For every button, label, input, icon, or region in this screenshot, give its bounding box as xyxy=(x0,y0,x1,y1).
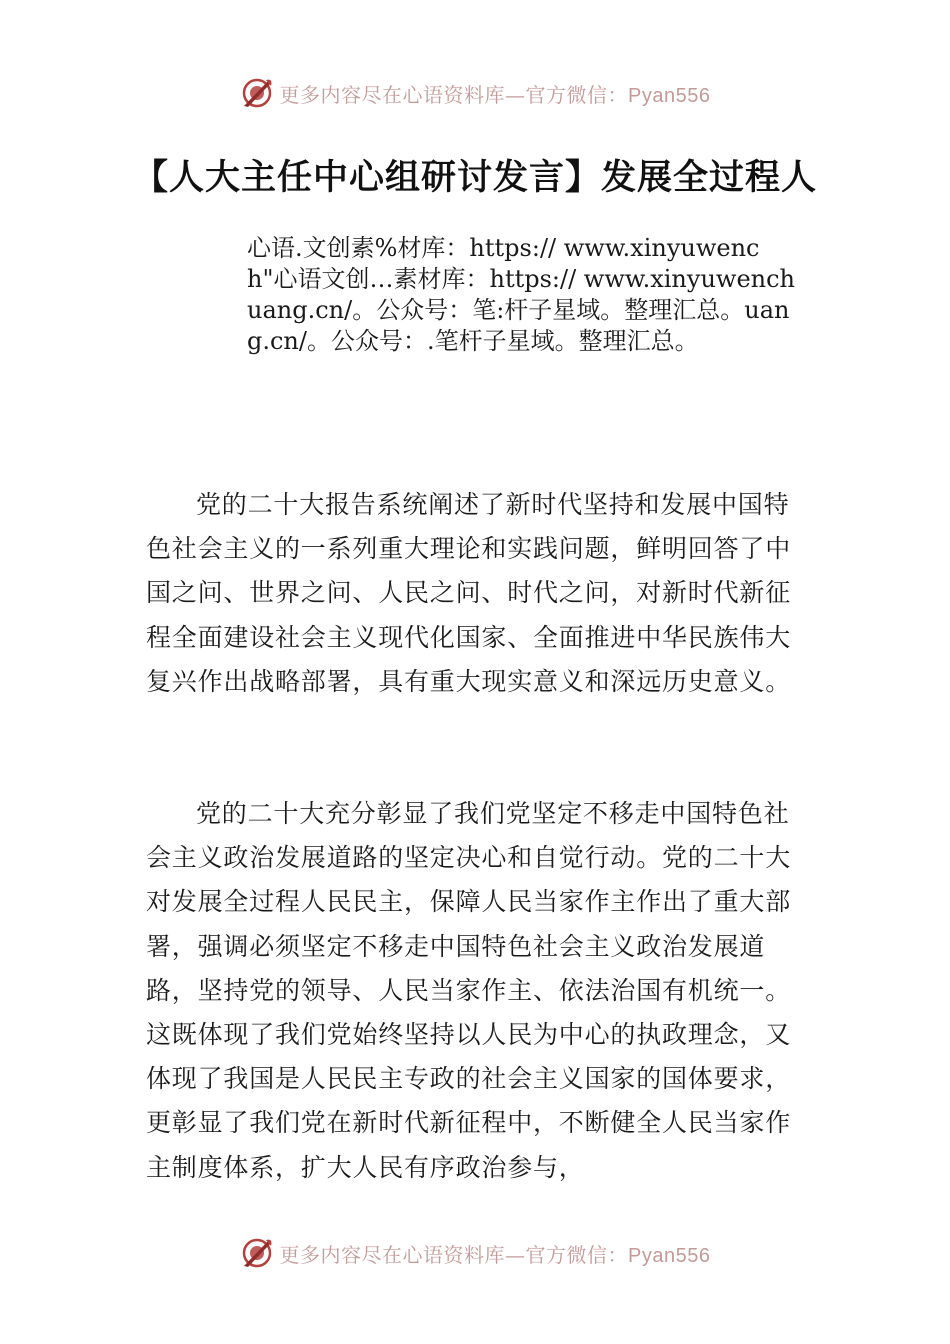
quill-seal-logo-icon xyxy=(240,1236,274,1270)
watermark-text xyxy=(280,1239,711,1268)
watermark-text xyxy=(280,79,711,108)
watermark-footer xyxy=(0,1233,950,1273)
body-paragraph-2: 党的二十大充分彰显了我们党坚定不移走中国特色社会主义政治发展道路的坚定决心和自觉行动。党的二十大对发展全过程人民民主，保障人民当家作主作出了重大部署，强调必须坚定不移走中国特色社会主义政治发展道路，坚持党的领导、人民当家作主、依法治国有机统一。这既体现了我们党始终坚持以人民为中心的执政理念，又体现了我国是人民民主专政的社会主义国家的国体要求，更彰显了我们党在新时代新征程中，不断健全人民当家作主制度体系，扩大人民有序政治参与， xyxy=(146,799,792,1182)
watermark-text-cn: 更多内容尽在心语资料库—官方微信： xyxy=(279,1242,629,1267)
body-paragraph-1: 党的二十大报告系统阐述了新时代坚持和发展中国特色社会主义的一系列重大理论和实践问题，鲜明回答了中国之问、世界之问、人民之问、时代之问，对新时代新征程全面建设社会主义现代化国家、全面推进中华民族伟大复兴作出战略部署，具有重大现实意义和深远历史意义。 xyxy=(146,490,792,696)
document-title: 【人大主任中心组研讨发言】发展全过程人 xyxy=(132,158,817,198)
watermark-header xyxy=(0,73,950,113)
watermark-wechat-id: Pyan556 xyxy=(628,84,711,107)
watermark-text-cn: 更多内容尽在心语资料库—官方微信： xyxy=(279,82,629,107)
quill-seal-logo-icon xyxy=(240,76,274,110)
source-note: 心语.文创素%材库：https:// www.xinyuwench"心语文创…素材库：https:// www.xinyuwenchuang.cn/。公众号：笔:杆子星域。整理汇总。uang.cn/。公众号：.笔杆子星域。整理汇总。 xyxy=(247,234,796,355)
watermark-wechat-id: Pyan556 xyxy=(628,1244,711,1267)
